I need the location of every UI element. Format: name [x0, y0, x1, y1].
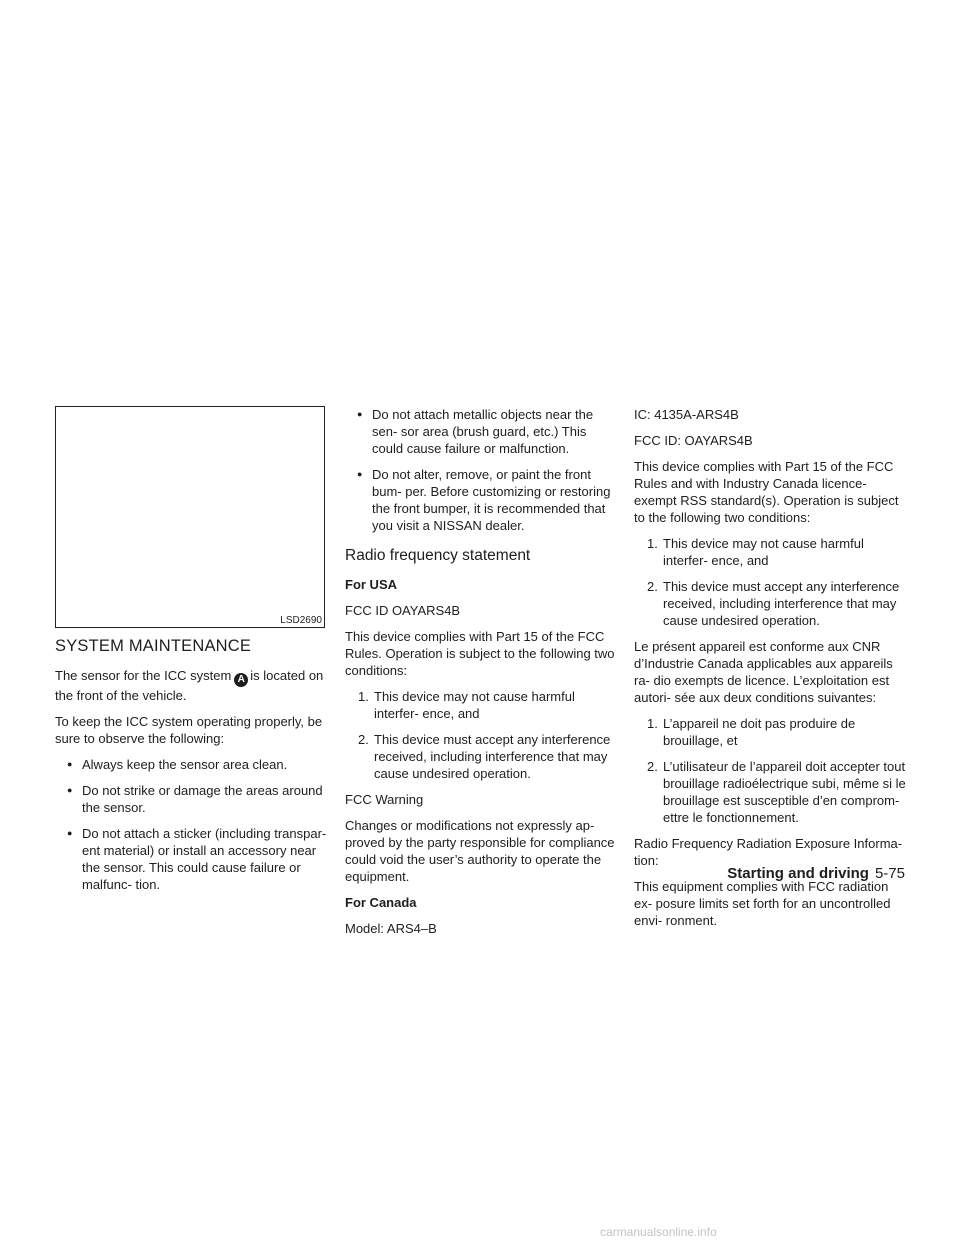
- sensor-text-before: The sensor for the ICC system: [55, 668, 232, 683]
- marker-a-icon: A: [234, 673, 248, 687]
- chapter-title: Starting and driving: [727, 865, 869, 882]
- condition-number: 1.: [358, 689, 369, 704]
- condition-number: 2.: [647, 759, 658, 774]
- page-number: 5-75: [874, 865, 905, 882]
- conditions-list: [634, 535, 906, 629]
- fcc-warning-label: FCC Warning: [345, 792, 424, 807]
- section-heading: SYSTEM MAINTENANCE: [55, 637, 252, 655]
- condition-text: This device may not cause harmful interfer- ence, and: [663, 536, 864, 568]
- conditions-list: [345, 688, 617, 782]
- model-text: Model: ARS4–B: [345, 921, 437, 936]
- maintenance-bullet-list: [55, 756, 327, 893]
- bullet-item: ● Do not attach metallic objects near the sen- sor area (brush guard, etc.) This could cause failure or malfunction.: [345, 406, 617, 457]
- column-3: [634, 406, 906, 938]
- ic-text: IC: 4135A-ARS4B: [634, 407, 739, 422]
- condition-item: [345, 731, 617, 782]
- french-conditions-list: [634, 715, 906, 826]
- condition-text: This device must accept any interference received, including interference that may cause undesired operation.: [663, 579, 900, 628]
- usa-label: For USA: [345, 577, 397, 592]
- condition-number: 1.: [647, 716, 658, 731]
- condition-item: [345, 688, 617, 722]
- maintenance-bullet-list-cont: [345, 406, 617, 534]
- column-2: [345, 406, 617, 946]
- condition-item: [634, 715, 906, 749]
- fcc-warning-text: Changes or modifications not expressly ap- proved by the party responsible for compliance could void the user’s authority to operate the equipment.: [345, 818, 615, 884]
- condition-number: 2.: [358, 732, 369, 747]
- page-footer: [705, 865, 905, 883]
- sensor-text-after: is located on the front of the vehicle.: [55, 668, 324, 703]
- french-intro-paragraph: Le présent appareil est conforme aux CNR d’Industrie Canada applicables aux appareils ra- dio exempts de licence. L’exploitation est autori- sée aux deux conditions suivantes:: [634, 639, 893, 705]
- fcc-id-text: FCC ID: OAYARS4B: [634, 433, 753, 448]
- bullet-item: ● Do not strike or damage the areas around the sensor.: [55, 782, 327, 816]
- condition-number: 1.: [647, 536, 658, 551]
- maintenance-intro-paragraph: To keep the ICC system operating properly, be sure to observe the following:: [55, 714, 323, 746]
- rf-text: This equipment complies with FCC radiation ex- posure limits set forth for an uncontrolled envi- ronment.: [634, 879, 891, 928]
- canada-label: For Canada: [345, 895, 417, 910]
- sensor-location-paragraph: [55, 667, 327, 704]
- rf-heading: Radio Frequency Radiation Exposure Informa- tion:: [634, 836, 903, 868]
- condition-item: [634, 535, 906, 569]
- bullet-item: ● Do not attach a sticker (including transpar- ent material) or install an accessory near the sensor. This could cause failure or malfunc- tion.: [55, 825, 327, 893]
- condition-item: [634, 758, 906, 826]
- figure-code: LSD2690: [280, 615, 322, 626]
- compliance-paragraph: This device complies with Part 15 of the FCC Rules and with Industry Canada licence-exempt RSS standard(s). Operation is subject to the following two conditions:: [634, 459, 899, 525]
- subsection-heading: Radio frequency statement: [345, 547, 531, 564]
- condition-number: 2.: [647, 579, 658, 594]
- bullet-item: ● Always keep the sensor area clean.: [55, 756, 327, 773]
- condition-text: L’utilisateur de l’appareil doit accepter tout brouillage radioélectrique subi, même si le brouillage est susceptible d’en comprom- ettre le fonctionnement.: [663, 759, 906, 825]
- bullet-item: ● Do not alter, remove, or paint the front bum- per. Before customizing or restoring the front bumper, it is recommended that you visit a NISSAN dealer.: [345, 466, 617, 534]
- fcc-id-text: FCC ID OAYARS4B: [345, 603, 461, 618]
- condition-text: This device must accept any interference received, including interference that may cause undesired operation.: [374, 732, 611, 781]
- compliance-paragraph: This device complies with Part 15 of the FCC Rules. Operation is subject to the following two conditions:: [345, 629, 615, 678]
- condition-text: This device may not cause harmful interfer- ence, and: [374, 689, 575, 721]
- column-1: [55, 636, 327, 902]
- figure-image-placeholder: [55, 406, 325, 628]
- condition-item: [634, 578, 906, 629]
- watermark: carmanualsonline.info: [600, 1225, 717, 1239]
- condition-text: L’appareil ne doit pas produire de brouillage, et: [663, 716, 856, 748]
